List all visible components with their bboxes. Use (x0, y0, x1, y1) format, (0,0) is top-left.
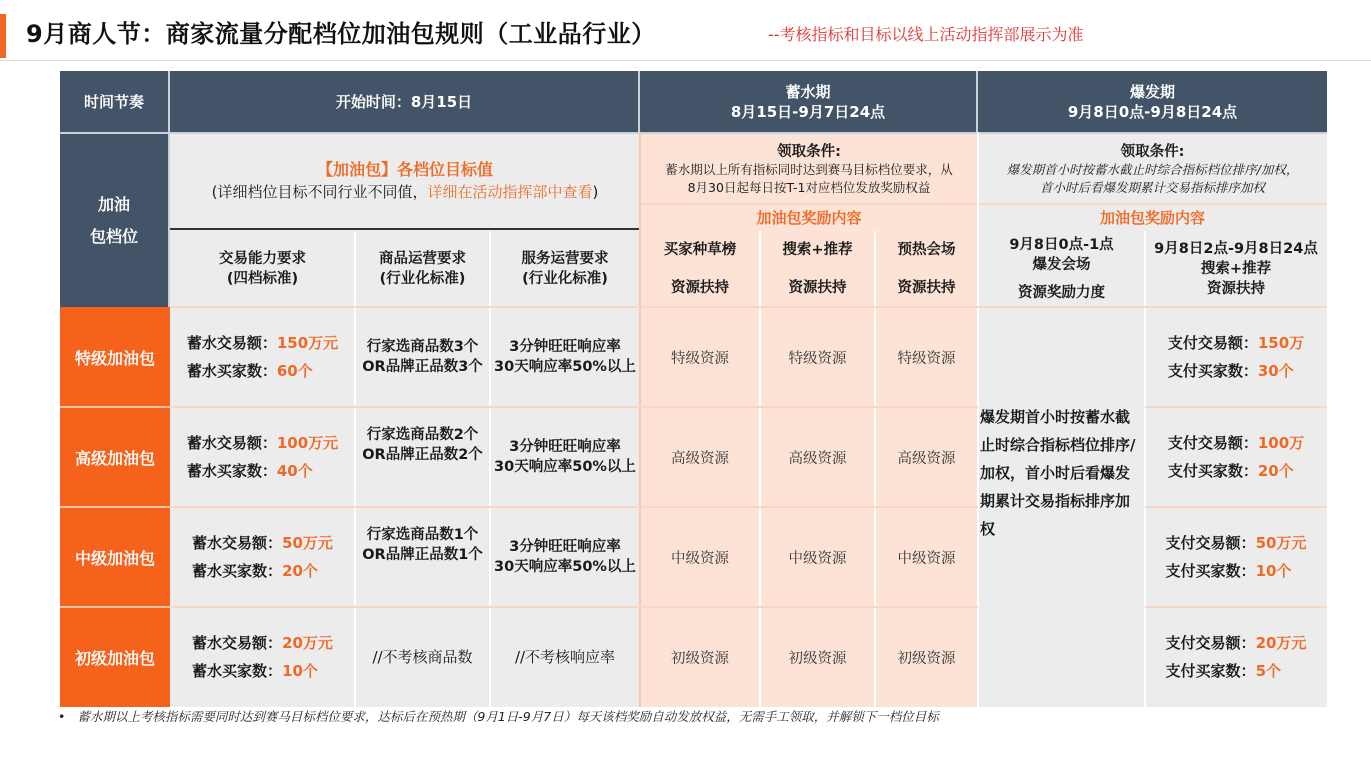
tier-label (60, 607, 170, 707)
col-seed-line1: 买家种草榜 (663, 241, 737, 258)
grid-line (170, 606, 978, 608)
col-burst-search-line1: 9月8日2点-9月8日24点 (1154, 240, 1318, 257)
resource-value: 高级资源 (897, 450, 956, 467)
burst-cond-line2: 首小时后看爆发期累计交易指标排序加权 (1039, 180, 1265, 195)
burst-cond-line1: 爆发期首小时按蓄水截止时综合指标档位排序/加权， (1006, 162, 1299, 177)
goods-line2: OR品牌正品数3个 (362, 359, 483, 375)
bullet-icon: • (58, 709, 66, 724)
gmv-value: 100万元 (276, 434, 339, 452)
paybuyer-value: 10个 (1255, 562, 1292, 580)
pay-label: 支付交易额： (1165, 534, 1256, 552)
resource-value: 初级资源 (788, 650, 847, 667)
grid-line (60, 506, 170, 508)
tier-label-line1: 加油 (97, 194, 130, 214)
seed-resource (640, 507, 760, 607)
paybuyer-value: 30个 (1257, 362, 1294, 380)
burst-requirement (1145, 307, 1327, 407)
paybuyer-value: 20个 (1257, 462, 1294, 480)
grid-line (759, 231, 761, 707)
trade-requirement (170, 307, 355, 407)
resource-value: 中级资源 (788, 550, 847, 567)
burst-requirement (1145, 607, 1327, 707)
col-warmup-line1: 预热会场 (897, 241, 956, 258)
col-search-line1: 搜索+推荐 (782, 241, 853, 258)
goods-requirement (355, 507, 490, 607)
start-time-label: 开始时间：8月15日 (335, 92, 473, 111)
grid-line (977, 132, 979, 707)
paybuyer-label: 支付买家数： (1165, 562, 1256, 580)
resource-value: 中级资源 (897, 550, 956, 567)
gmv-line (187, 429, 338, 485)
buyer-value: 60个 (276, 362, 313, 380)
tier-label-line2: 包档位 (89, 226, 138, 246)
target-note-prefix: (详细档位目标不同行业不同值， (211, 183, 428, 201)
gmv-line (187, 329, 338, 385)
resource-value: 初级资源 (897, 650, 956, 667)
col-burst-search-line2: 搜索+推荐 (1200, 260, 1272, 277)
goods-line1: //不考核商品数 (372, 648, 473, 666)
burst-merged-text: 爆发期首小时按蓄水截止时综合指标档位排序/加权，首小时后看爆发期累计交易指标排序加权 (980, 408, 1136, 538)
accumulate-phase-range: 8月15日-9月7日24点 (730, 102, 886, 121)
goods-line1: 行家选商品数3个 (366, 339, 479, 355)
tier-label (60, 307, 170, 407)
buyer-value: 10个 (282, 662, 318, 680)
grid-line (170, 406, 978, 408)
service-line1: //不考核响应率 (514, 648, 616, 666)
pay-value: 20万元 (1255, 634, 1307, 652)
col-burst-venue-line1: 9月8日0点-1点 (1009, 236, 1114, 253)
service-line1: 3分钟旺旺响应率 (509, 339, 621, 355)
col-header-search-rec (760, 230, 875, 307)
pay-value: 150万 (1257, 334, 1305, 352)
service-requirement (490, 507, 640, 607)
burst-cond-title: 领取条件: (1120, 144, 1185, 160)
service-line2: 30天响应率50%以上 (494, 559, 636, 575)
target-note (212, 181, 599, 203)
resource-value: 特级资源 (897, 350, 956, 367)
burst-requirement (1145, 407, 1327, 507)
col-header-warmup (875, 230, 978, 307)
service-requirement (490, 407, 640, 507)
resource-value: 特级资源 (788, 350, 847, 367)
pay-line (1168, 329, 1304, 385)
goods-requirement (355, 607, 490, 707)
pay-value: 100万 (1257, 434, 1305, 452)
pay-label: 支付交易额： (1165, 634, 1256, 652)
trade-requirement (170, 607, 355, 707)
gmv-line (192, 529, 333, 585)
pay-label: 支付交易额： (1167, 334, 1258, 352)
goods-requirement (355, 407, 490, 507)
grid-line (1145, 406, 1327, 408)
accumulate-cond-title: 领取条件: (777, 144, 841, 160)
buyer-label: 蓄水买家数： (186, 462, 277, 480)
gmv-value: 50万元 (282, 534, 333, 552)
seed-resource (640, 607, 760, 707)
accumulate-reward-title (640, 203, 978, 230)
service-line2: 30天响应率50%以上 (494, 459, 636, 475)
warmup-resource (875, 407, 978, 507)
buyer-value: 20个 (282, 562, 318, 580)
buyer-label: 蓄水买家数： (192, 562, 283, 580)
grid-line (60, 406, 170, 408)
tier-label-header (60, 132, 170, 307)
resource-value: 特级资源 (671, 350, 729, 367)
col-header-burst-venue (978, 230, 1145, 307)
burst-reward-title (978, 203, 1327, 230)
title-divider (0, 60, 1371, 61)
burst-reward-label: 加油包奖励内容 (1099, 209, 1205, 227)
command-center-link[interactable]: 详细在活动指挥部中查看 (427, 183, 593, 201)
grid-line (639, 132, 641, 707)
buyer-value: 40个 (276, 462, 313, 480)
search-resource (760, 607, 875, 707)
resource-value: 高级资源 (788, 450, 847, 467)
gmv-value: 20万元 (282, 634, 333, 652)
accumulate-conditions (640, 132, 978, 203)
col-header-burst-search (1145, 230, 1327, 307)
accumulate-phase-name: 蓄水期 (785, 82, 831, 101)
burst-conditions (978, 132, 1327, 203)
service-requirement (490, 607, 640, 707)
resource-value: 中级资源 (671, 550, 729, 567)
col-trade-line1: 交易能力要求 (219, 250, 306, 267)
target-values-block (170, 132, 640, 230)
paybuyer-label: 支付买家数： (1165, 662, 1256, 680)
page-title: 9月商人节：商家流量分配档位加油包规则（工业品行业） (26, 20, 656, 48)
paybuyer-label: 支付买家数： (1167, 362, 1258, 380)
grid-line (170, 506, 978, 508)
accumulate-cond-line1: 蓄水期以上所有指标同时达到赛马目标档位要求，从 (665, 162, 953, 177)
col-header-trade (170, 230, 355, 307)
page-subtitle: --考核指标和目标以线上活动指挥部展示为准 (768, 25, 1084, 44)
paybuyer-label: 支付买家数： (1167, 462, 1258, 480)
col-service-line1: 服务运营要求 (521, 250, 609, 267)
accumulate-cond-line2: 8月30日起每日按T-1对应档位发放奖励权益 (687, 180, 931, 195)
col-goods-line2: (行业化标准) (379, 270, 466, 287)
goods-requirement (355, 307, 490, 407)
grid-line (489, 231, 491, 707)
grid-line (60, 606, 170, 608)
paybuyer-value: 5个 (1255, 662, 1281, 680)
accumulate-reward-label: 加油包奖励内容 (756, 209, 862, 227)
accumulate-phase-header (640, 71, 978, 132)
service-requirement (490, 307, 640, 407)
pay-line (1166, 629, 1307, 685)
gmv-label: 蓄水交易额： (186, 334, 277, 352)
col-service-line2: (行业化标准) (522, 270, 608, 287)
seed-resource (640, 407, 760, 507)
tier-label (60, 507, 170, 607)
service-line1: 3分钟旺旺响应率 (509, 539, 621, 555)
warmup-resource (875, 507, 978, 607)
grid-line (874, 231, 876, 707)
burst-merged-rule (978, 307, 1145, 707)
grid-line (354, 231, 356, 707)
buyer-label: 蓄水买家数： (186, 362, 277, 380)
col-header-seed-list (640, 230, 760, 307)
goods-line2: OR品牌正品数1个 (362, 547, 483, 563)
col-burst-venue-line3: 资源奖励力度 (1018, 284, 1105, 301)
tier-name: 高级加油包 (74, 448, 155, 468)
gmv-label: 蓄水交易额： (192, 534, 283, 552)
burst-phase-header (978, 71, 1327, 132)
tier-name: 初级加油包 (74, 648, 155, 668)
pay-line (1168, 429, 1304, 485)
tier-name: 中级加油包 (74, 548, 155, 568)
service-line2: 30天响应率50%以上 (494, 359, 636, 375)
service-line1: 3分钟旺旺响应率 (509, 439, 621, 455)
grid-line (1145, 606, 1327, 608)
col-header-goods (355, 230, 490, 307)
goods-line2: OR品牌正品数2个 (362, 447, 483, 463)
burst-requirement (1145, 507, 1327, 607)
col-burst-search-line3: 资源扶持 (1207, 280, 1265, 297)
tier-label (60, 407, 170, 507)
col-trade-line2: (四档标准) (226, 270, 299, 287)
time-label: 时间节奏 (83, 92, 144, 111)
search-resource (760, 507, 875, 607)
gmv-line (192, 629, 333, 685)
target-title: 【加油包】各档位目标值 (316, 160, 493, 179)
pay-label: 支付交易额： (1167, 434, 1258, 452)
grid-line (1145, 506, 1327, 508)
time-label-header (60, 71, 170, 132)
resource-value: 初级资源 (671, 650, 729, 667)
burst-phase-name: 爆发期 (1129, 82, 1175, 101)
col-warmup-line2: 资源扶持 (897, 279, 956, 296)
goods-line1: 行家选商品数2个 (366, 427, 479, 443)
footnote-text: 蓄水期以上考核指标需要同时达到赛马目标档位要求，达标后在预热期（9月1日-9月7日）每天该档奖励自动发放权益，无需手工领取，并解锁下一档位目标 (77, 709, 939, 724)
burst-phase-range: 9月8日0点-9月8日24点 (1067, 102, 1238, 121)
col-search-line2: 资源扶持 (788, 279, 847, 296)
grid-line (1144, 231, 1146, 707)
pay-value: 50万元 (1255, 534, 1307, 552)
trade-requirement (170, 407, 355, 507)
buyer-label: 蓄水买家数： (192, 662, 283, 680)
trade-requirement (170, 507, 355, 607)
tier-name: 特级加油包 (74, 348, 155, 368)
footnote (58, 707, 939, 725)
warmup-resource (875, 607, 978, 707)
col-header-service (490, 230, 640, 307)
pay-line (1166, 529, 1307, 585)
start-time-header (170, 71, 640, 132)
col-burst-venue-line2: 爆发会场 (1032, 256, 1091, 273)
target-note-suffix: ) (592, 183, 599, 201)
col-seed-line2: 资源扶持 (671, 279, 729, 296)
seed-resource (640, 307, 760, 407)
search-resource (760, 307, 875, 407)
goods-line1: 行家选商品数1个 (366, 527, 479, 543)
col-goods-line1: 商品运营要求 (379, 250, 466, 267)
search-resource (760, 407, 875, 507)
gmv-value: 150万元 (276, 334, 339, 352)
gmv-label: 蓄水交易额： (192, 634, 283, 652)
resource-value: 高级资源 (671, 450, 729, 467)
gmv-label: 蓄水交易额： (186, 434, 277, 452)
title-accent-bar (0, 14, 6, 58)
warmup-resource (875, 307, 978, 407)
grid-line (170, 306, 1327, 308)
